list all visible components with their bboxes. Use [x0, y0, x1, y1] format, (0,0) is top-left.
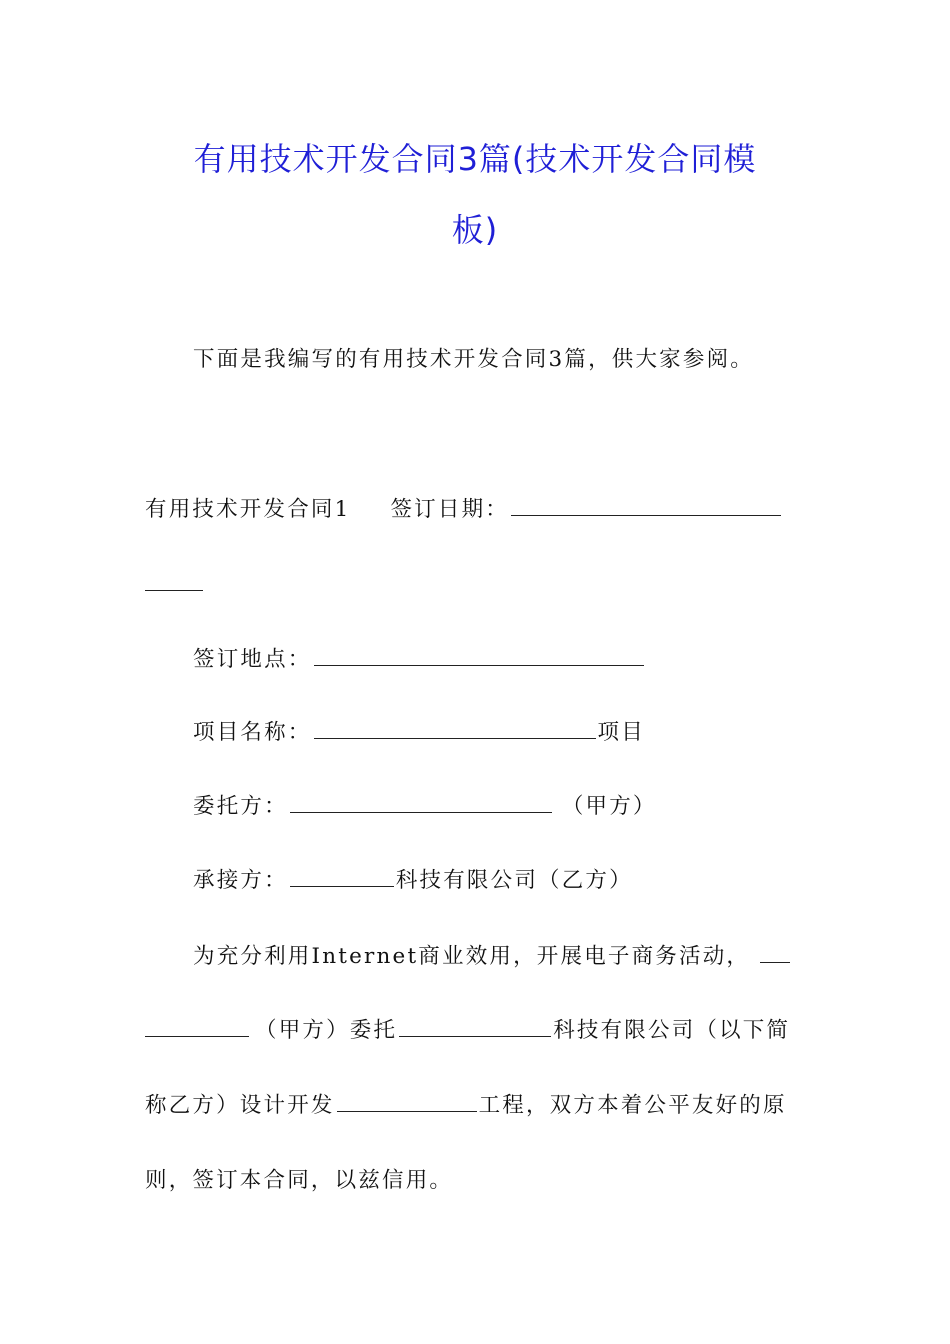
sign-date-blank [511, 495, 781, 516]
paragraph-text-2b: 科技有限公司（以下简 [553, 1018, 791, 1043]
paragraph-text-1: 为充分利用Internet商业效用，开展电子商务活动， [193, 944, 751, 969]
intro-paragraph: 下面是我编写的有用技术开发合同3篇，供大家参阅。 [193, 347, 754, 372]
sign-place-label: 签订地点： [193, 647, 312, 672]
project-name-row [193, 718, 645, 748]
sign-place-blank [314, 645, 644, 666]
sign-date-row [145, 495, 783, 525]
sign-place-row [193, 645, 646, 675]
paragraph-line-4: 则，签订本合同，以兹信用。 [145, 1168, 454, 1193]
contract-heading: 有用技术开发合同1 [145, 497, 351, 522]
project-blank [337, 1091, 477, 1112]
paragraph-text-2a: （甲方）委托 [255, 1018, 398, 1043]
document-title-line-1: 有用技术开发合同3篇(技术开发合同模 [193, 140, 757, 178]
contractor-blank [290, 866, 394, 887]
contractor-row [193, 866, 633, 896]
party-a-blank-start [760, 942, 790, 963]
client-row [193, 792, 657, 822]
paragraph-line-3 [145, 1091, 787, 1121]
contractor-name-blank [399, 1016, 551, 1037]
client-label: 委托方： [193, 794, 288, 819]
paragraph-line-1 [193, 942, 792, 972]
project-name-label: 项目名称： [193, 720, 312, 745]
sign-date-label: 签订日期： [390, 497, 509, 522]
client-suffix: （甲方） [561, 794, 657, 819]
sign-date-blank-continued-row [145, 570, 203, 600]
contractor-label: 承接方： [193, 868, 288, 893]
project-name-blank [314, 718, 596, 739]
project-suffix: 项目 [597, 720, 645, 745]
document-title-line-2: 板) [451, 211, 499, 249]
client-blank [290, 792, 552, 813]
paragraph-text-3a: 称乙方）设计开发 [145, 1093, 335, 1118]
paragraph-line-2 [145, 1016, 790, 1046]
contractor-suffix: 科技有限公司（乙方） [395, 868, 633, 893]
paragraph-text-3b: 工程，双方本着公平友好的原 [478, 1093, 787, 1118]
party-a-blank-end [145, 1016, 249, 1037]
sign-date-blank-continued [145, 570, 203, 591]
